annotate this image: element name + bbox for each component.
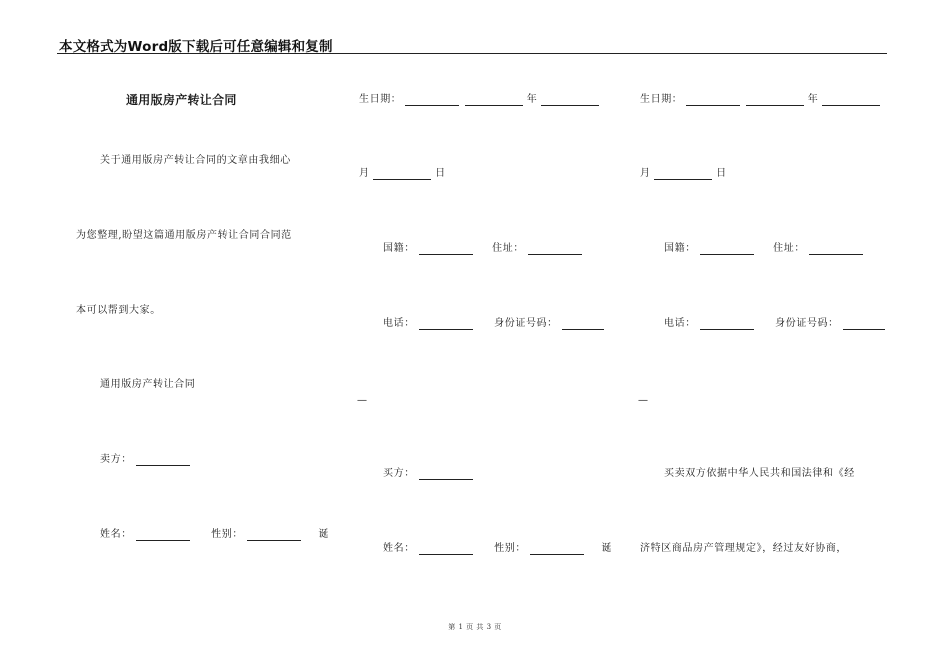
intro-line-3: 本可以帮到大家。 [76,305,161,316]
year-label: 年 [807,94,819,105]
column-3 [638,0,890,672]
address-blank [809,244,863,255]
phone-blank [419,319,473,330]
nationality-row [664,243,863,255]
id-blank [562,319,604,330]
birth-label: 生日期： [359,94,402,105]
year-label: 年 [526,94,538,105]
seller-birth-row [359,94,599,106]
name-blank [419,544,473,555]
month-blank [373,169,431,180]
id-label: 身份证号码： [775,318,839,329]
name-label: 姓名： [383,543,415,554]
phone-label: 电话： [383,318,415,329]
month-label: 月 [359,168,370,179]
dash-mark: — [357,395,368,406]
nationality-blank [419,244,473,255]
nationality-row [383,243,582,255]
address-blank [528,244,582,255]
seller-row [100,454,190,466]
birth-label: 生日期： [640,94,683,105]
header-text: 本文格式为Word版下载后可任意编辑和复制 [59,39,333,55]
nationality-label: 国籍： [383,243,415,254]
buyer-name-row [383,543,612,555]
contract-subtitle: 通用版房产转让合同 [100,379,196,390]
intro-line-2: 为您整理,盼望这篇通用版房产转让合同合同范 [76,230,292,241]
id-blank [843,319,885,330]
agreement-line-2: 济特区商品房产管理规定》，经过友好协商， [640,543,847,554]
buyer-row [383,468,473,480]
phone-blank [700,319,754,330]
seller-label: 卖方： [100,454,132,465]
nationality-blank [700,244,754,255]
seller-blank [136,455,190,466]
phone-label: 电话： [664,318,696,329]
month-blank [654,169,712,180]
gender-label: 性别： [494,543,526,554]
buyer-birth-row [640,94,880,106]
address-label: 住址： [492,243,524,254]
gender-label: 性别： [211,529,243,540]
birth-char: 诞 [318,529,329,540]
gender-blank [530,544,584,555]
nationality-label: 国籍： [664,243,696,254]
phone-row [383,318,604,330]
birth-blank-2 [746,95,804,106]
agreement-line-1: 买卖双方依据中华人民共和国法律和《经 [664,468,855,479]
year-blank [541,95,599,106]
day-label: 日 [435,168,446,179]
birth-blank-2 [465,95,523,106]
month-label: 月 [640,168,651,179]
dash-mark: — [638,395,649,406]
month-row [359,168,446,180]
seller-name-row [100,529,329,541]
id-label: 身份证号码： [494,318,558,329]
page-footer: 第 1 页 共 3 页 [448,623,502,631]
buyer-blank [419,469,473,480]
document-title: 通用版房产转让合同 [126,93,237,107]
name-blank [136,530,190,541]
buyer-label: 买方： [383,468,415,479]
column-1 [74,0,329,672]
intro-line-1: 关于通用版房产转让合同的文章由我细心 [100,155,291,166]
birth-blank-1 [405,95,459,106]
year-blank [822,95,880,106]
day-label: 日 [716,168,727,179]
month-row [640,168,727,180]
name-label: 姓名： [100,529,132,540]
birth-blank-1 [686,95,740,106]
gender-blank [247,530,301,541]
column-2 [357,0,612,672]
phone-row [664,318,885,330]
birth-char: 诞 [601,543,612,554]
address-label: 住址： [773,243,805,254]
